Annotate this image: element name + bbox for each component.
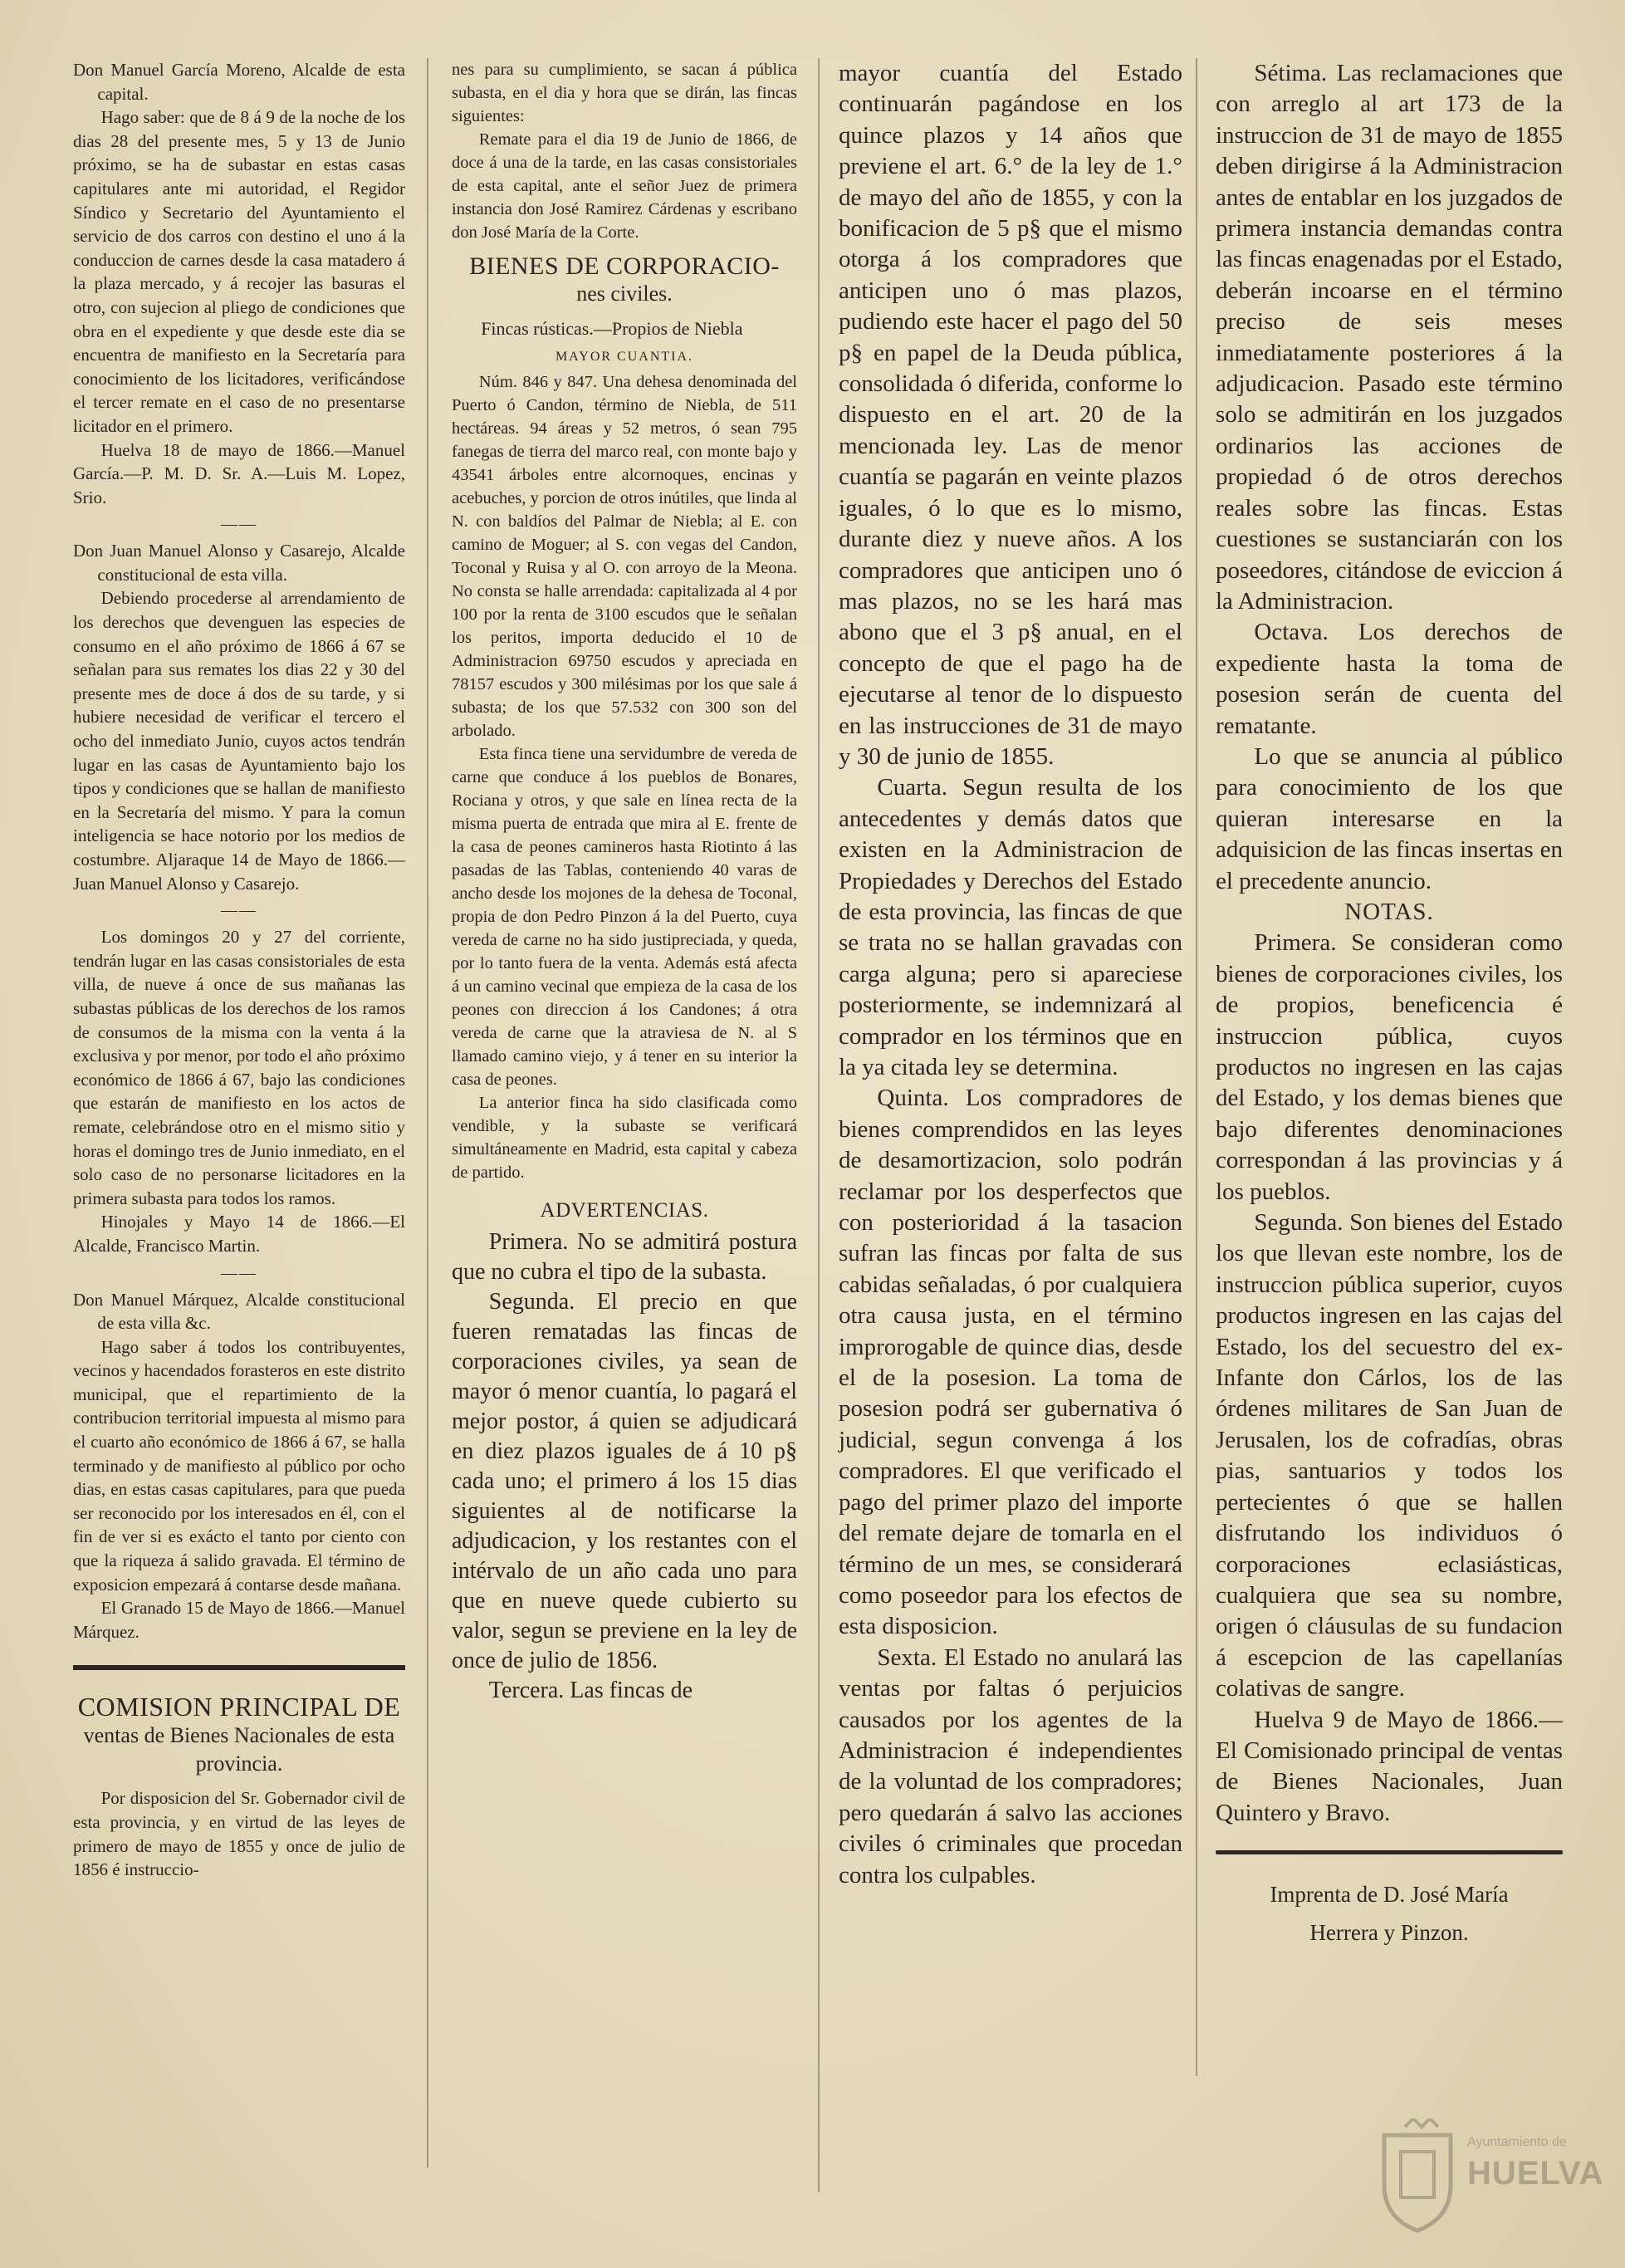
remate-notice: Remate para el dia 19 de Junio de 1866, de doce á una de la tarde, en las casas consistoriales de esta capital, ante el señor Juez de primera instancia don José Ramirez Cárdenas y escribano don José María de la Corte.	[452, 130, 797, 242]
column-4	[1216, 58, 1563, 1947]
watermark-label-main: HUELVA	[1467, 2155, 1604, 2192]
imprenta-line-1: Imprenta de D. José María	[1270, 1882, 1509, 1908]
bienes-subtitle: nes civiles.	[576, 282, 673, 306]
finca-description: Núm. 846 y 847. Una dehesa denominada del Puerto ó Candon, término de Niebla, de 511 hectáreas. 94 áreas y 52 metros, ó sean 795 fanegas de tierra del marco real, con monte bajo y 43541 árboles entre alcornoques, encinas y acebuches, y porcion de otros inútiles, que linda al N. con baldíos del Palmar de Niebla; al E. con camino de Moguer; al S. con vegas del Candon, Toconal y Ruisa y al O. con arroyo de la Meona. No consta se halle arrendada: capitalizada al 4 por 100 por la renta de 3100 escudos que le señalan los peritos, importa deducido el 10 de Administracion 69750 escudos y apreciada en 78157 escudos y 300 milésimas por los que sale á subasta; de los que 57.532 con 300 son del arbolado.	[452, 373, 797, 740]
comision-subtitle: ventas de Bienes Nacionales de esta provincia.	[83, 1723, 395, 1776]
coat-of-arms-icon	[1376, 2119, 1459, 2235]
comision-body-cont: nes para su cumplimiento, se sacan á pública subasta, en el dia y hora que se dirán, las fincas siguientes:	[452, 61, 797, 125]
finca-servidumbre: Esta finca tiene una servidumbre de vereda de carne que conduce á los pueblos de Bonares, Rociana y otros, y que sale en línea recta de la misma puerta de entrada que mira al E. frente de la casa de peones camineros hasta Riotinto á las pasadas de las Tablas, conteniendo 40 varas de ancho desde los mojones de la dehesa de Toconal, propia de don Pedro Pinzon á la del Puerto, cuya vereda de carne no ha sido justipreciada, y queda, por lo tanto fuera de la venta. Además está afecta á un camino vecinal que empieza de la casa de los peones con direccion á los Candones; á otra vereda de carne que la atraviesa de N. al S llamado camino viejo, y á tener en su interior la casa de peones.	[452, 745, 797, 1089]
column-3	[839, 58, 1182, 1891]
comision-body: Por disposicion del Sr. Gobernador civil de esta provincia, y en virtud de las leyes de primero de mayo de 1855 y once de julio de 1856 é instruccio-	[73, 1788, 405, 1880]
advertencia-tercera-cont: mayor cuantía del Estado continuarán pagándose en los quince plazos y 14 años que previene el art. 6.° de la ley de 1.° de mayo del año de 1855, y con la bonificacion de 5 p§ que el mismo otorga á los compradores que anticipen uno ó mas plazos, pudiendo este hacer el pago del 50 p§ en papel de la Deuda pública, consolidada ó diferida, conforme lo dispuesto en el art. 20 de la mencionada ley. Las de menor cuantía se pagarán en veinte plazos iguales, ó lo que es lo mismo, durante diez y nueve años. A los compradores que anticipen uno ó mas plazos, no se les hará mas abono que el 3 p§ anual, en el concepto de que el pago ha de ejecutarse al tenor de lo dispuesto en las instrucciones de 31 de mayo y 30 de junio de 1855.	[839, 60, 1182, 770]
edict-signature: El Granado 15 de Mayo de 1866.—Manuel Márquez.	[73, 1598, 405, 1642]
edict-body: Debiendo procederse al arrendamiento de los derechos que devenguen las especies de consumo en el año próximo de 1866 á 67 se señalan para sus remates los dias 22 y 30 del presente mes de doce á dos de su tarde, y si hubiere necesidad de verificar el tercero el ocho del inmediato Junio, cuyos actos tendrán lugar en las casas de Ayuntamiento bajo los tipos y condiciones que se hallan de manifiesto en la Secretaría del mismo. Y para la comun inteligencia se hace notorio por los medios de costumbre. Aljaraque 14 de Mayo de 1866.—Juan Manuel Alonso y Casarejo.	[73, 588, 405, 894]
advertencia-octava: Octava. Los derechos de expediente hasta la toma de posesion serán de cuenta del rematante.	[1216, 619, 1563, 739]
edict-body: Hago saber á todos los contribuyentes, vecinos y hacendados forasteros en este distrito municipal, que el repartimiento de la contribucion territorial impuesta al mismo para el cuarto año económico de 1866 á 67, se halla terminado y de manifiesto al público por ocho dias, en estas casas capitulares, para que pueda ser reconocido por los interesados en él, con el fin de ver si es exácto el tanto por ciento con que la riqueza á salido gravada. El término de exposicion empezará á contarse desde mañana.	[73, 1336, 405, 1594]
column-rule	[1196, 58, 1197, 2076]
archive-watermark	[1376, 2119, 1604, 2243]
advertencia-quinta: Quinta. Los compradores de bienes comprendidos en las leyes de desamortizacion, solo podrán reclamar por los desperfectos que con posterioridad á la tasacion sufran las fincas por falta de sus cabidas señaladas, ó por cualquiera otra causa justa, en el término improrogable de quince dias, desde el de la posesion. La toma de posesion podrá ser gubernativa ó judicial, segun convenga á los compradores. El que verificado el pago del primer plazo del importe del remate dejare de tomarla en el término de un mes, se considerará como poseedor para los efectos de esta disposicion.	[839, 1085, 1182, 1640]
edict-body: Los domingos 20 y 27 del corriente, tendrán lugar en las casas consistoriales de esta villa, de nueve á once de sus mañanas las subastas públicas de los derechos de los ramos de consumos de la misma con la venta á la exclusiva y por menor, por todo el año próximo económico de 1866 á 67, bajo las condiciones que estarán de manifiesto en los actos de remate, celebrándose otro en el mismo sitio y horas el domingo tres de Junio inmediato, en el solo caso de no personarse licitadores en la primera subasta para todos los ramos.	[73, 927, 405, 1208]
fincas-heading: Fincas rústicas.—Propios de Niebla	[481, 318, 743, 339]
column-rule	[427, 58, 428, 2168]
edict-heading: Don Juan Manuel Alonso y Casarejo, Alcalde constitucional de esta villa.	[73, 541, 405, 585]
notas-title: NOTAS.	[1344, 898, 1434, 925]
finca-clasificacion: La anterior finca ha sido clasificada como vendible, y la subaste se verificará simultáneamente en Madrid, esta capital y cabeza de partido.	[452, 1094, 797, 1182]
anuncio-closing: Lo que se anuncia al público para conocimiento de los que quieran interesarse en la adquisicion de las fincas insertas en el precedente anuncio.	[1216, 742, 1563, 894]
edict-heading: Don Manuel Márquez, Alcalde constitucional de esta villa &c.	[73, 1289, 405, 1334]
column-rule	[818, 58, 820, 2192]
edict-signature: Huelva 18 de mayo de 1866.—Manuel García.—P. M. D. Sr. A.—Luis M. Lopez, Srio.	[73, 439, 405, 507]
separator: ——	[221, 515, 257, 534]
nota-segunda: Segunda. Son bienes del Estado los que llevan este nombre, los de instruccion pública superior, cuyos productos ingresen en las cajas del Estado, los del secuestro del ex-Infante don Cárlos, los de las órdenes militares de San Juan de Jerusalen, los de cofradías, obras pias, santuarios y todos los pertecientes ó que se hallen disfrutando los individuos ó corporaciones eclasiásticas, cualquiera que sea su nombre, origen ó cláusulas de su fundacion á escepcion de las capellanías colativas de sangre.	[1216, 1209, 1563, 1702]
advertencia-setima: Sétima. Las reclamaciones que con arreglo al art 173 de la instruccion de 31 de mayo de 1855 deben dirigirse á la Administracion antes de entablar en los juzgados de primera instancia demandas contra las fincas enagenadas por el Estado, deberán incoarse en el término preciso de seis meses inmediatamente posteriores á la adjudicacion. Pasado este término solo se admitirán en los juzgados ordinarios las acciones de propiedad ó de otros derechos reales sobre las fincas. Estas cuestiones se sustanciarán con los poseedores, citándose de eviccion á la Administracion.	[1216, 60, 1563, 615]
advertencia-sexta: Sexta. El Estado no anulará las ventas por faltas ó perjuicios causados por los agentes de la Administracion é independientes de la voluntad de los compradores; pero quedarán á salvo las acciones civiles ó criminales que procedan contra los culpables.	[839, 1643, 1182, 1888]
imprenta-line-2: Herrera y Pinzon.	[1309, 1920, 1469, 1946]
comision-title: COMISION PRINCIPAL DE	[77, 1692, 401, 1722]
column-2	[452, 58, 797, 1706]
advertencia-tercera: Tercera. Las fincas de	[488, 1678, 693, 1703]
advertencia-cuarta: Cuarta. Segun resulta de los antecedentes y demás datos que existen en la Administracion de Propiedades y Derechos del Estado de esta provincia, las fincas de que se trata no se hallan gravadas con carga alguna; pero si apareciese posteriormente, se indemnizará al comprador en los términos que en la ya citada ley se determina.	[839, 774, 1182, 1080]
edict-body: Hago saber: que de 8 á 9 de la noche de los dias 28 del presente mes, 5 y 13 de Junio próximo, se ha de subastar en estas casas capitulares ante mi autoridad, el Regidor Síndico y Secretario del Ayuntamiento el servicio de dos carros con destino el uno á la conduccion de carnes desde la casa matadero á la plaza mercado, y á recojer las basuras el otro, con sujecion al pliego de condiciones que obra en el expediente y que desde este dia se encuentra de manifiesto en la Secretaría para conocimiento de los licitadores, verificándose el tercer remate en el caso de no presentarse licitador en el primero.	[73, 107, 405, 436]
separator: ——	[221, 901, 257, 920]
heavy-rule	[1216, 1850, 1563, 1854]
separator: ——	[221, 1263, 257, 1282]
advertencias-title: ADVERTENCIAS.	[540, 1199, 709, 1222]
mayor-cuantia-label: MAYOR CUANTIA.	[555, 350, 694, 364]
column-1	[73, 58, 405, 1882]
bienes-title: BIENES DE CORPORACIO-	[469, 252, 780, 280]
edict-signature: Hinojales y Mayo 14 de 1866.—El Alcalde, Francisco Martin.	[73, 1212, 405, 1256]
heavy-rule	[73, 1665, 405, 1670]
comisionado-signature: Huelva 9 de Mayo de 1866.—El Comisionado principal de ventas de Bienes Nacionales, Juan Quintero y Bravo.	[1216, 1706, 1563, 1826]
edict-heading: Don Manuel García Moreno, Alcalde de esta capital.	[73, 60, 405, 104]
nota-primera: Primera. Se consideran como bienes de corporaciones civiles, los de propios, beneficencia é instruccion pública, cuyos productos no ingresen en las cajas del Estado, y los demas bienes que bajo diferentes denominaciones correspondan á las provincias y á los pueblos.	[1216, 929, 1563, 1205]
advertencia-segunda: Segunda. El precio en que fueren rematadas las fincas de corporaciones civiles, ya sean de mayor ó menor cuantía, lo pagará el mejor postor, á quien se adjudicará en diez plazos iguales de á 10 p§ cada uno; el primero á los 15 dias siguientes al de notificarse la adjudicacion, y los restantes con el intérvalo de un año cada uno para que en nueve quede cubierto su valor, segun se previene en la ley de once de julio de 1856.	[452, 1289, 797, 1673]
advertencia-primera: Primera. No se admitirá postura que no cubra el tipo de la subasta.	[452, 1229, 797, 1285]
watermark-label-top: Ayuntamiento de	[1467, 2135, 1567, 2149]
